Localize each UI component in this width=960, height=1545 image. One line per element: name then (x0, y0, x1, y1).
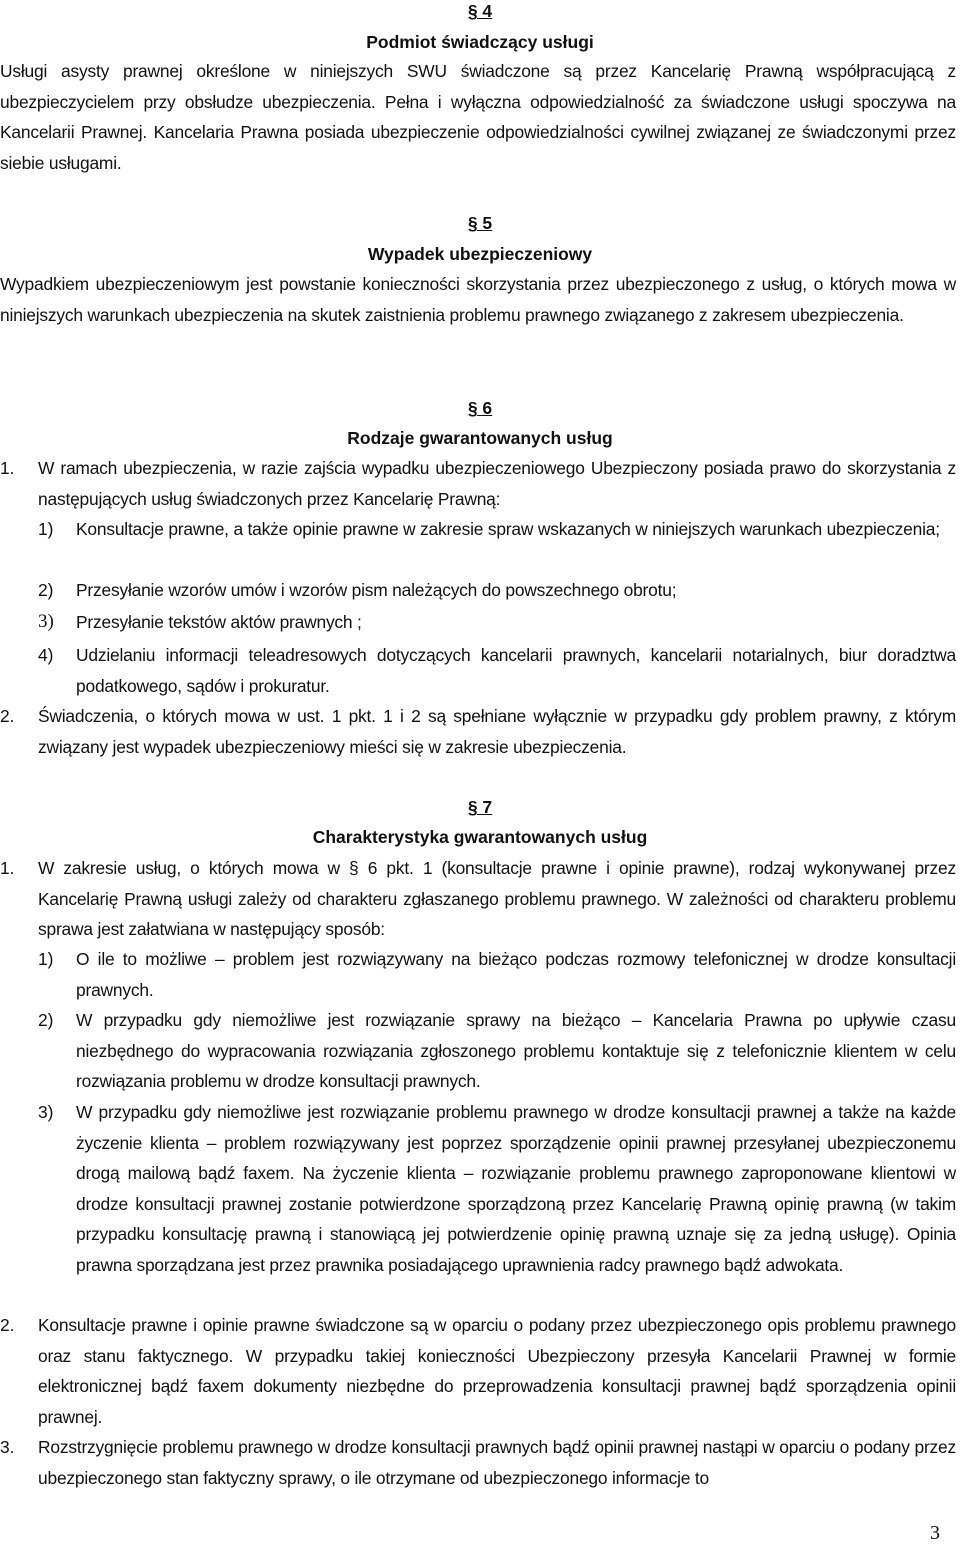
section-6-item-2-text: Przesyłanie wzorów umów i wzorów pism należących do powszechnego obrotu; (76, 580, 677, 600)
section-6-number: § 6 (467, 398, 493, 418)
section-7-item-3-number: 3) (38, 1102, 54, 1122)
section-6-item-4-text: Udzielaniu informacji teleadresowych dotyczących kancelarii prawnych, kancelarii notarialnych, biur doradztwa podatkowego, sądów i prokuratur. (76, 645, 956, 696)
section-7-p2-text: Konsultacje prawne i opinie prawne świadczone są w oparciu o podany przez ubezpieczonego opis problemu prawnego oraz stanu faktycznego. W przypadku takiej konieczności Ubezpieczony przesyła Kancelarii Prawnej w formie elektronicznej bądź faxem dokumenty niezbędne do przeprowadzenia konsultacji prawnej bądź sporządzenia opinii prawnej. (38, 1315, 956, 1427)
section-6-item-4-number: 4) (38, 645, 54, 665)
section-7-item-2-text: W przypadku gdy niemożliwe jest rozwiązanie sprawy na bieżąco – Kancelaria Prawna po upływie czasu niezbędnego do wypracowania rozwiązania zgłoszonego problemu kontaktuje się z telefonicznie klientem w celu rozwiązania problemu w drodze konsultacji prawnych. (76, 1010, 956, 1091)
section-4-number: § 4 (467, 1, 493, 21)
section-7-number: § 7 (467, 797, 493, 817)
section-6-item-3-text: Przesyłanie tekstów aktów prawnych ; (76, 612, 362, 632)
section-6-p2-number: 2. (0, 706, 15, 726)
section-7-item-2-number: 2) (38, 1010, 54, 1030)
section-5-text: Wypadkiem ubezpieczeniowym jest powstanie konieczności skorzystania przez ubezpieczonego z usług, o których mowa w niniejszych warunkach ubezpieczenia na skutek zaistnienia problemu prawnego związanego z zakresem ubezpieczenia. (0, 274, 956, 325)
page-number: 3 (930, 1522, 940, 1544)
section-4-text: Usługi asysty prawnej określone w niniejszych SWU świadczone są przez Kancelarię Prawną współpracującą z ubezpieczycielem przy obsłudze ubezpieczenia. Pełna i wyłączna odpowiedzialność za świadczone usługi spoczywa na Kancelarii Prawnej. Kancelaria Prawna posiada ubezpieczenie odpowiedzialności cywilnej związanej ze świadczonymi przez siebie usługami. (0, 61, 956, 173)
section-7-item-1-text: O ile to możliwe – problem jest rozwiązywany na bieżąco podczas rozmowy telefonicznej w drodze konsultacji prawnych. (76, 949, 956, 1000)
section-6-item-1-text: Konsultacje prawne, a także opinie prawne w zakresie spraw wskazanych w niniejszych warunkach ubezpieczenia; (76, 519, 940, 539)
section-7-item-3-text: W przypadku gdy niemożliwe jest rozwiązanie problemu prawnego w drodze konsultacji prawnej a także na każde życzenie klienta – problem rozwiązywany jest poprzez sporządzenie opinii prawnej przesyłanej ubezpieczonemu drogą mailową bądź faxem. Na życzenie klienta – rozwiązanie problemu prawnego zaproponowane klientowi w drodze konsultacji prawnej zostanie potwierdzone sporządzoną przez Kancelarię Prawną opinię prawną (w takim przypadku konsultację prawną i stanowiącą jej potwierdzenie opinię prawną uznaje się za jedną usługę). Opinia prawna sporządzana jest przez prawnika posiadającego uprawnienia radcy prawnego bądź adwokata. (76, 1102, 956, 1275)
section-6-p1-text: W ramach ubezpieczenia, w razie zajścia wypadku ubezpieczeniowego Ubezpieczony posiada prawo do skorzystania z następujących usług świadczonych przez Kancelarię Prawną: (38, 458, 956, 509)
section-7-p3-number: 3. (0, 1437, 15, 1457)
section-6-item-3-number: 3) (38, 611, 54, 632)
section-6-item-2-number: 2) (38, 580, 54, 600)
section-7-p1-text: W zakresie usług, o których mowa w § 6 pkt. 1 (konsultacje prawne i opinie prawne), rodzaj wykonywanej przez Kancelarię Prawną usługi zależy od charakteru zgłaszanego problemu prawnego. W zależności od charakteru problemu sprawa jest załatwiana w następujący sposób: (38, 858, 956, 939)
section-7-p3-text: Rozstrzygnięcie problemu prawnego w drodze konsultacji prawnych bądź opinii prawnej nastąpi w oparciu o podany przez ubezpieczonego stan faktyczny sprawy, o ile otrzymane od ubezpieczonego informacje to (38, 1437, 956, 1488)
section-6-title: Rodzaje gwarantowanych usług (347, 428, 613, 448)
section-4-title: Podmiot świadczący usługi (366, 32, 594, 52)
section-6-item-1-number: 1) (38, 519, 54, 539)
section-6-p1-number: 1. (0, 458, 15, 478)
section-7-p1-number: 1. (0, 858, 15, 878)
section-5-title: Wypadek ubezpieczeniowy (367, 244, 593, 264)
section-7-p2-number: 2. (0, 1315, 15, 1335)
section-5-number: § 5 (467, 213, 493, 233)
section-7-item-1-number: 1) (38, 949, 54, 969)
section-7-title: Charakterystyka gwarantowanych usług (312, 827, 648, 847)
section-6-p2-text: Świadczenia, o których mowa w ust. 1 pkt. 1 i 2 są spełniane wyłącznie w przypadku gdy problem prawny, z którym związany jest wypadek ubezpieczeniowy mieści się w zakresie ubezpieczenia. (38, 706, 956, 757)
